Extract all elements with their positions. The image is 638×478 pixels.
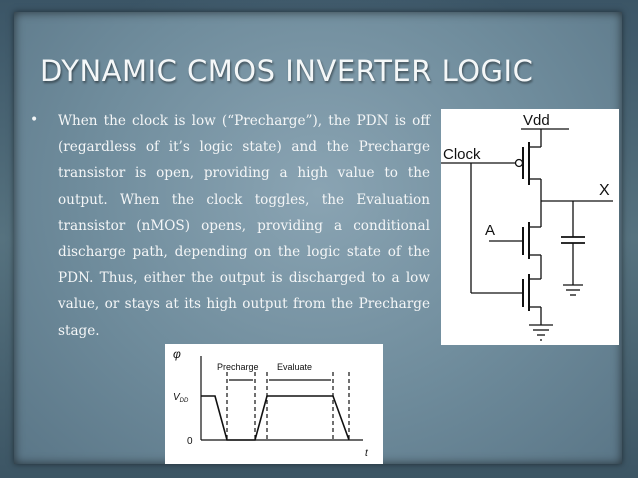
circuit-svg [441,109,619,345]
output-x-label: X [599,182,610,199]
vdd-axis-label: $V_{DD}$ [173,392,189,404]
input-a-label: A [485,222,496,239]
phi-label: φ [173,347,181,361]
zero-label: 0 [187,436,193,447]
cmos-circuit-diagram [441,109,619,345]
vdd-label: Vdd [523,112,550,129]
clock-signal [201,396,349,440]
waveform-svg [165,344,383,464]
clock-waveform-diagram [165,344,383,464]
bullet-text: When the clock is low (“Precharge”), the PDN is off (regardless of it’s logic state) and the Precharge transistor is open, providing a high value to the output. When the clock toggles, the Evaluation transistor (nMOS) opens, providing a conditional discharge path, depending on the logic state of the PDN. Thus, either the output is discharged to a low value, or stays at its high output from the Precharge stage. [58,113,430,339]
clock-label: Clock [443,146,481,163]
pmos-bubble [516,160,523,167]
time-label: t [365,448,368,459]
bullet-marker: • [30,112,39,128]
precharge-label: Precharge [217,362,259,372]
evaluate-label: Evaluate [277,362,313,372]
slide-title: DYNAMIC CMOS INVERTER LOGIC [40,54,534,88]
